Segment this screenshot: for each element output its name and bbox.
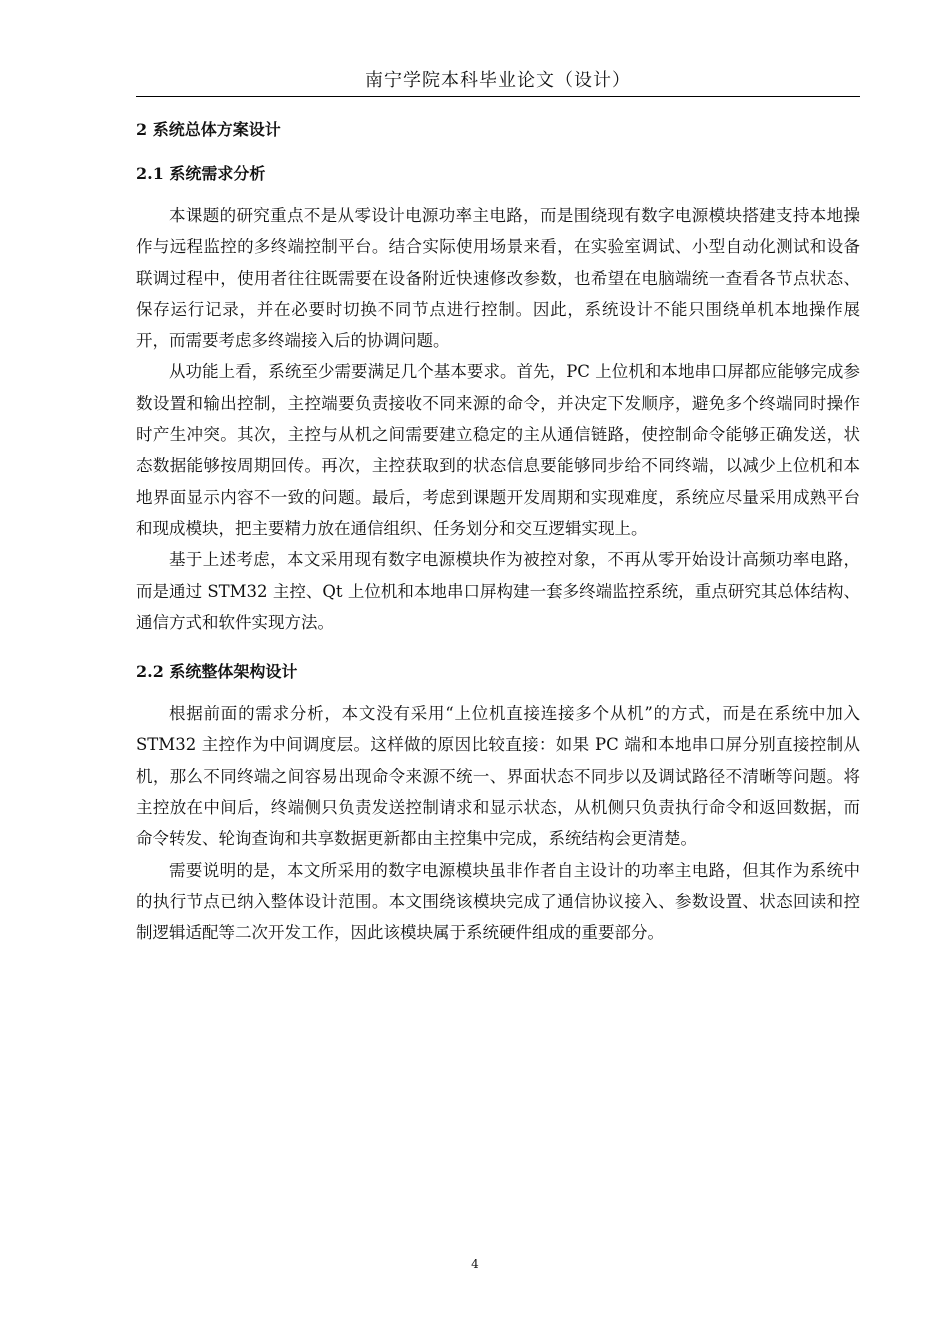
page-number: 4 <box>471 1257 479 1271</box>
paragraph: 需要说明的是，本文所采用的数字电源模块虽非作者自主设计的功率主电路，但其作为系统中的执行节点已纳入整体设计范围。本文围绕该模块完成了通信协议接入、参数设置、状态回读和控制逻辑适配等二次开发工作，因此该模块属于系统硬件组成的重要部分。 <box>136 860 860 943</box>
section-heading-2-1: 2.1 系统需求分析 <box>136 164 266 183</box>
paragraph: 基于上述考虑，本文采用现有数字电源模块作为被控对象，不再从零开始设计高频功率电路，而是通过 STM32 主控、Qt 上位机和本地串口屏构建一套多终端监控系统，重点研究其总体结构、通信方式和软件实现方法。 <box>136 550 860 632</box>
paragraph: 根据前面的需求分析，本文没有采用“上位机直接连接多个从机”的方式，而是在系统中加入 STM32 主控作为中间调度层。这样做的原因比较直接：如果 PC 端和本地串口屏分别直接控制从机，那么不同终端之间容易出现命令来源不统一、界面状态不同步以及调试路径不清晰等问题。将主控放在中间后，终端侧只负责发送控制请求和显示状态，从机侧只负责执行命令和返回数据，而命令转发、轮询查询和共享数据更新都由主控集中完成，系统结构会更清楚。 <box>136 704 860 849</box>
paragraph: 本课题的研究重点不是从零设计电源功率主电路，而是围绕现有数字电源模块搭建支持本地操作与远程监控的多终端控制平台。结合实际使用场景来看，在实验室调试、小型自动化测试和设备联调过程中，使用者往往既需要在设备附近快速修改参数，也希望在电脑端统一查看各节点状态、保存运行记录，并在必要时切换不同节点进行控制。因此，系统设计不能只围绕单机本地操作展开，而需要考虑多终端接入后的协调问题。 <box>136 206 860 351</box>
page-content <box>136 116 860 949</box>
header-rule <box>136 96 860 97</box>
running-header: 南宁学院本科毕业论文（设计） <box>365 70 631 91</box>
chapter-heading: 2 系统总体方案设计 <box>136 120 281 139</box>
section-heading-2-2: 2.2 系统整体架构设计 <box>136 662 298 682</box>
paragraph: 从功能上看，系统至少需要满足几个基本要求。首先，PC 上位机和本地串口屏都应能够完成参数设置和输出控制，主控端要负责接收不同来源的命令，并决定下发顺序，避免多个终端同时操作时产生冲突。其次，主控与从机之间需要建立稳定的主从通信链路，使控制命令能够正确发送，状态数据能够按周期回传。再次，主控获取到的状态信息要能够同步给不同终端，以减少上位机和本地界面显示内容不一致的问题。最后，考虑到课题开发周期和实现难度，系统应尽量采用成熟平台和现成模块，把主要精力放在通信组织、任务划分和交互逻辑实现上。 <box>136 362 860 538</box>
